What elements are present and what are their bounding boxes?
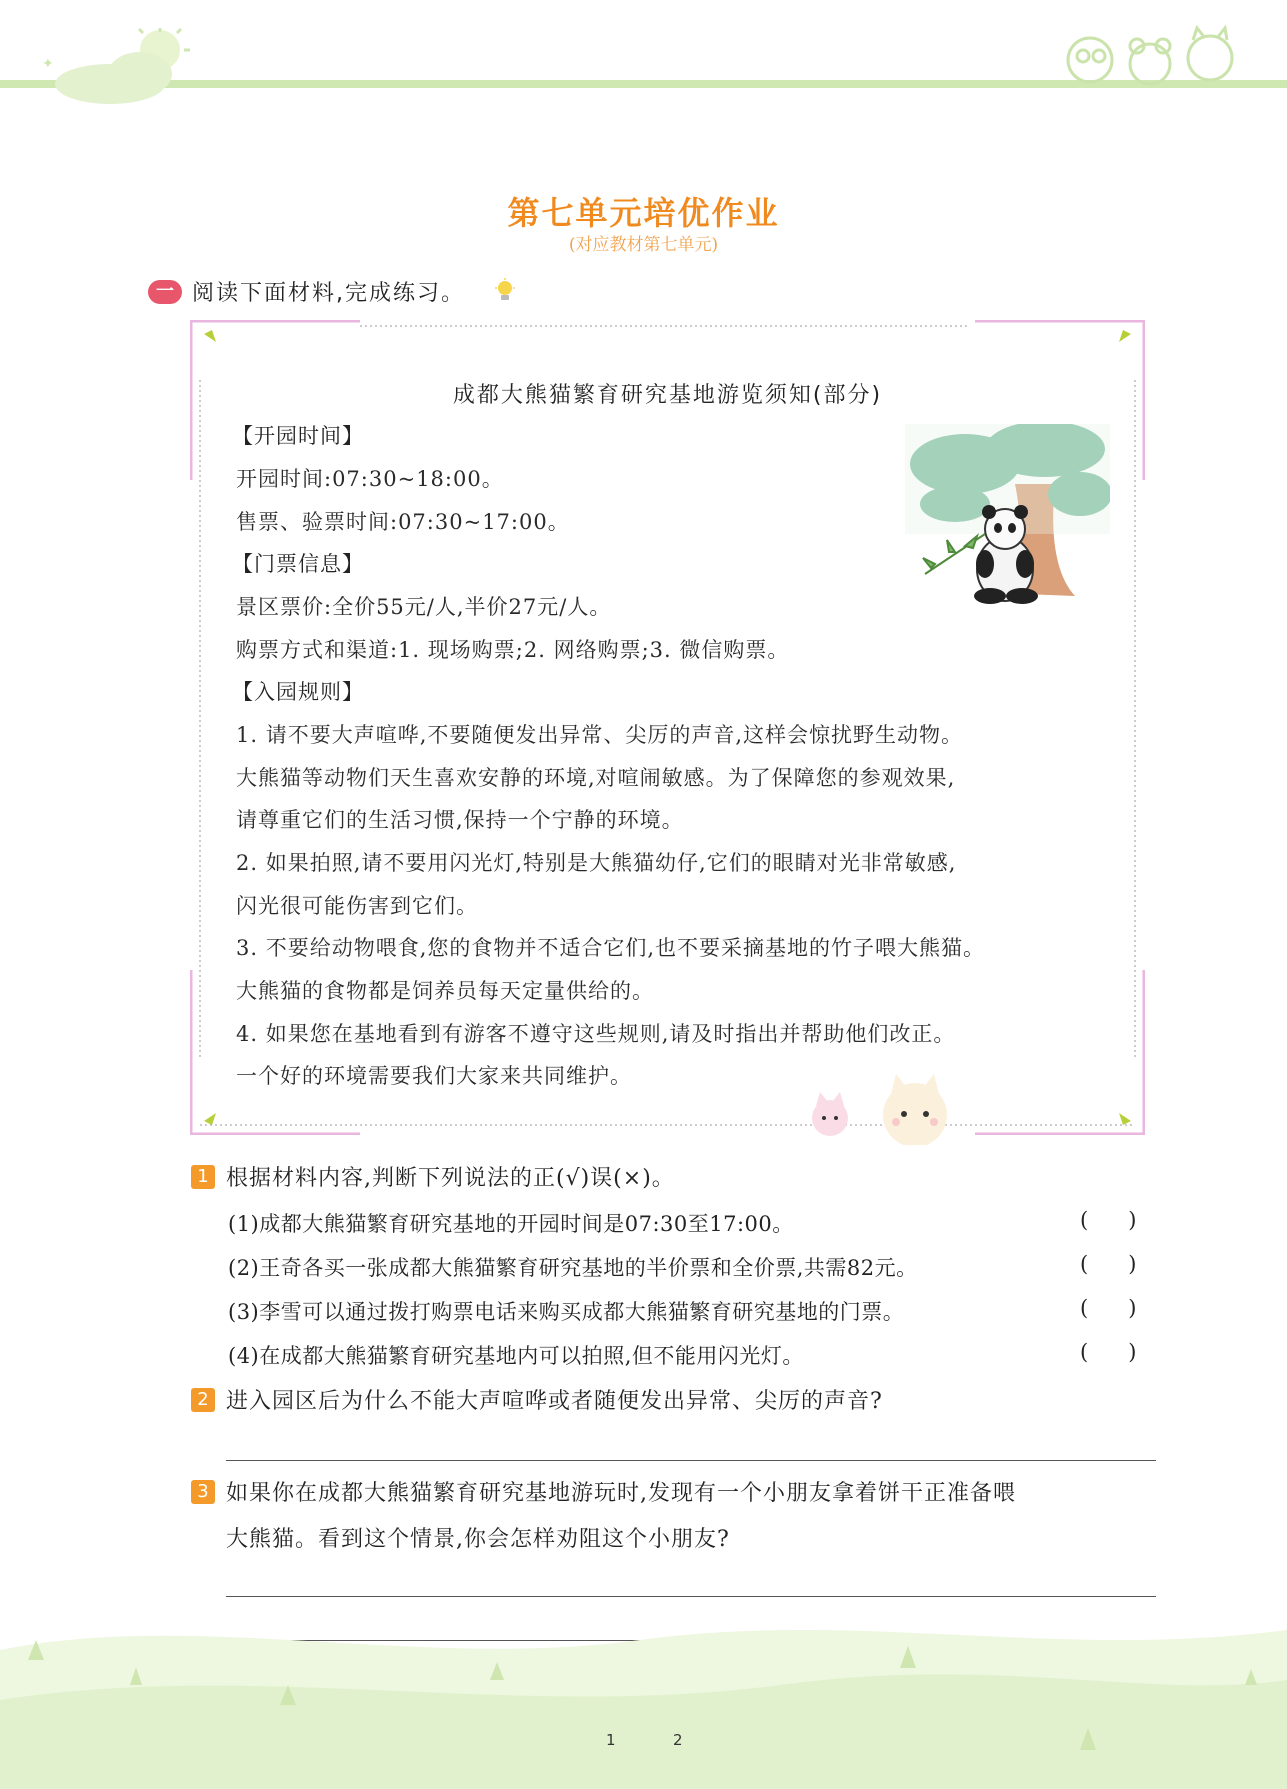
material-line: 4. 如果您在基地看到有游客不遵守这些规则,请及时指出并帮助他们改正。 bbox=[236, 1022, 956, 1046]
judgement-item: (1)成都大熊猫繁育研究基地的开园时间是07:30至17:00。 bbox=[228, 1212, 794, 1236]
answer-line[interactable] bbox=[226, 1460, 1156, 1461]
material-line: 大熊猫的食物都是饲养员每天定量供给的。 bbox=[236, 979, 654, 1003]
section-heading: 阅读下面材料,完成练习。 bbox=[192, 281, 465, 306]
material-line: 3. 不要给动物喂食,您的食物并不适合它们,也不要采摘基地的竹子喂大熊猫。 bbox=[236, 936, 986, 960]
judgement-item: (4)在成都大熊猫繁育研究基地内可以拍照,但不能用闪光灯。 bbox=[228, 1344, 804, 1368]
judgement-item: (2)王奇各买一张成都大熊猫繁育研究基地的半价票和全价票,共需82元。 bbox=[228, 1256, 918, 1280]
material-line: 一个好的环境需要我们大家来共同维护。 bbox=[236, 1064, 632, 1088]
section-number-badge: 一 bbox=[148, 280, 182, 304]
question-text: 如果你在成都大熊猫繁育研究基地游玩时,发现有一个小朋友拿着饼干正准备喂 bbox=[226, 1481, 1016, 1506]
page-subtitle: (对应教材第七单元) bbox=[568, 235, 719, 255]
page-number-right: 2 bbox=[673, 1731, 683, 1749]
page-title: 第七单元培优作业 bbox=[507, 194, 780, 232]
question-text: 根据材料内容,判断下列说法的正(√)误(×)。 bbox=[226, 1166, 675, 1191]
material-line: 售票、验票时间:07:30~17:00。 bbox=[236, 510, 570, 534]
material-line: 大熊猫等动物们天生喜欢安静的环境,对喧闹敏感。为了保障您的参观效果, bbox=[236, 766, 956, 790]
material-line: 开园时间:07:30~18:00。 bbox=[236, 467, 504, 491]
panda-tree-illustration bbox=[905, 424, 1110, 609]
material-line: 2. 如果拍照,请不要用闪光灯,特别是大熊猫幼仔,它们的眼睛对光非常敏感, bbox=[236, 851, 957, 875]
material-line: 景区票价:全价55元/人,半价27元/人。 bbox=[236, 595, 612, 619]
judgement-item: (3)李雪可以通过拨打购票电话来购买成都大熊猫繁育研究基地的门票。 bbox=[228, 1300, 905, 1324]
page-number-left: 1 bbox=[606, 1731, 616, 1749]
animals-decoration bbox=[1055, 20, 1255, 90]
question-text: 进入园区后为什么不能大声喧哗或者随便发出异常、尖厉的声音? bbox=[226, 1389, 883, 1414]
material-line: 请尊重它们的生活习惯,保持一个宁静的环境。 bbox=[236, 808, 684, 832]
material-heading: 【入园规则】 bbox=[232, 680, 364, 704]
material-line: 闪光很可能伤害到它们。 bbox=[236, 894, 478, 918]
material-heading: 【开园时间】 bbox=[232, 424, 364, 448]
material-line: 1. 请不要大声喧哗,不要随便发出异常、尖厉的声音,这样会惊扰野生动物。 bbox=[236, 723, 964, 747]
sun-cloud-decoration bbox=[40, 28, 200, 108]
cats-decoration bbox=[800, 1070, 960, 1145]
lightbulb-icon bbox=[494, 278, 516, 304]
material-title: 成都大熊猫繁育研究基地游览须知(部分) bbox=[452, 383, 883, 408]
hills-decoration bbox=[0, 1590, 1287, 1789]
answer-parentheses[interactable]: ( ) bbox=[1080, 1252, 1137, 1276]
answer-parentheses[interactable]: ( ) bbox=[1080, 1208, 1137, 1232]
question-number-badge: 1 bbox=[191, 1165, 215, 1189]
answer-parentheses[interactable]: ( ) bbox=[1080, 1340, 1137, 1364]
material-heading: 【门票信息】 bbox=[232, 552, 364, 576]
question-text: 大熊猫。看到这个情景,你会怎样劝阻这个小朋友? bbox=[226, 1527, 730, 1552]
material-line: 购票方式和渠道:1. 现场购票;2. 网络购票;3. 微信购票。 bbox=[236, 638, 790, 662]
question-number-badge: 2 bbox=[191, 1388, 215, 1412]
svg-text:✦: ✦ bbox=[42, 56, 54, 72]
answer-parentheses[interactable]: ( ) bbox=[1080, 1296, 1137, 1320]
question-number-badge: 3 bbox=[191, 1480, 215, 1504]
